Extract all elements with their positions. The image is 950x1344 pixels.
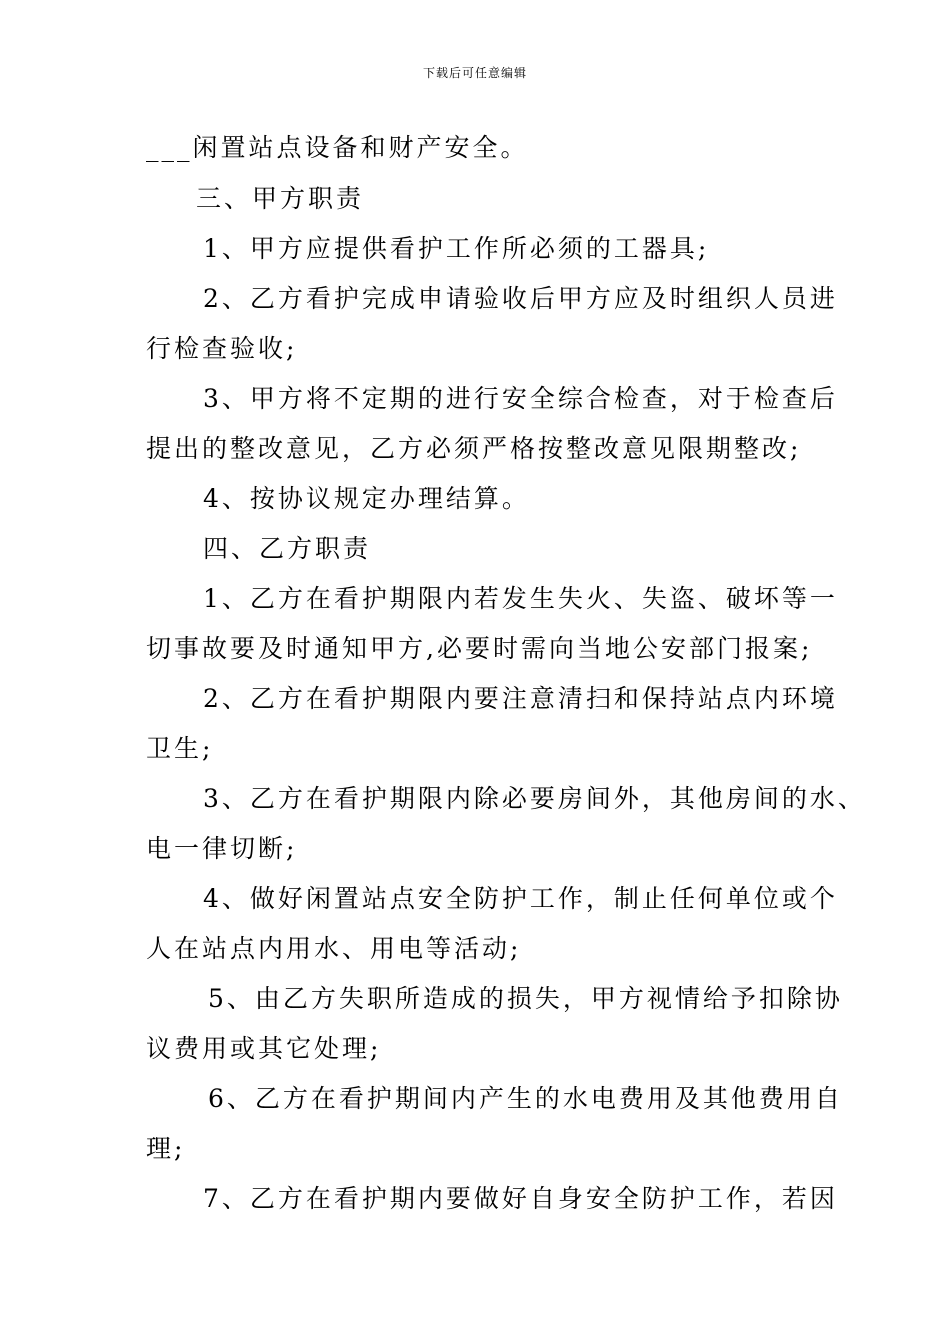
text-line: 3、甲方将不定期的进行安全综合检查，对于检查后 [203,384,838,413]
text-line: 7、乙方在看护期内要做好自身安全防护工作，若因 [203,1184,838,1213]
text-line: 4、按协议规定办理结算。 [203,484,530,513]
text-line: 议费用或其它处理; [146,1034,382,1063]
text-line: 切事故要及时通知甲方,必要时需向当地公安部门报案; [146,634,813,663]
text-line: 5、由乙方失职所造成的损失，甲方视情给予扣除协 [208,984,843,1013]
text-line: 提出的整改意见，乙方必须严格按整改意见限期整改; [146,434,802,463]
text-line: 6、乙方在看护期间内产生的水电费用及其他费用自 [208,1084,843,1113]
text-line: 1、乙方在看护期限内若发生失火、失盗、破坏等一 [203,584,838,613]
section-heading: 三、甲方职责 [196,184,365,213]
text-line: 卫生; [146,734,214,763]
text-line: 2、乙方看护完成申请验收后甲方应及时组织人员进 [203,284,838,313]
text-line: 人在站点内用水、用电等活动; [146,934,522,963]
text-line: 4、做好闲置站点安全防护工作，制止任何单位或个 [203,884,838,913]
text-line: 理; [146,1134,186,1163]
page-header: 下载后可任意编辑 [422,66,527,80]
text-line: 1、甲方应提供看护工作所必须的工器具; [203,234,710,263]
text-line: 3、乙方在看护期限内除必要房间外，其他房间的水、 [203,784,866,813]
section-heading: 四、乙方职责 [203,534,372,563]
text-line: 电一律切断; [146,834,298,863]
text-line: 行检查验收; [146,334,298,363]
text-line: ___闲置站点设备和财产安全。 [146,133,529,162]
text-line: 2、乙方在看护期限内要注意清扫和保持站点内环境 [203,684,838,713]
